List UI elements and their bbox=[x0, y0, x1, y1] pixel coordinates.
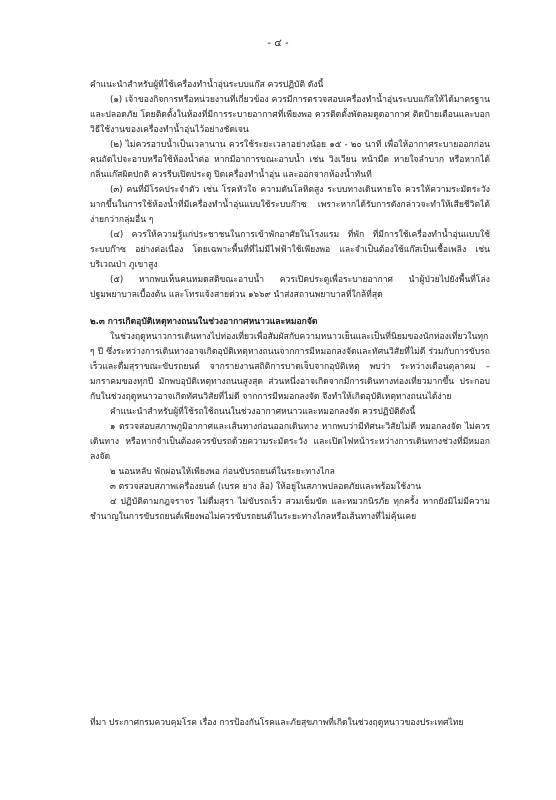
section1-item-5: (๕) หากพบเห็นคนหมดสติขณะอาบน้ำ ควรเปิดประตูเพื่อระบายอากาศ นำผู้ป่วยไปยังพื้นที่โล่ง ปฐมพยาบาลเบื้องต้น และโทรแจ้งสายด่วน ๑๖๖๙ นำส่งสถานพยาบาลที่ใกล้ที่สุด bbox=[90, 275, 490, 300]
section2-heading: ๒.๓ การเกิดอุบัติเหตุทางถนนในช่วงอากาศหนาวและหมอกจัด bbox=[90, 317, 318, 327]
section2-paragraph: ในช่วงฤดูหนาวการเดินทางไปท่องเที่ยวเพื่อสัมผัสกับความหนาวเย็นและเป็นที่นิยมของนักท่องเที่ยวในทุก ๆ ปี ซึ่งระหว่างการเดินทางอาจเกิดอุบัติเหตุทางถนนจากการมีหมอกลงจัดและทัศนวิสัยที่ไม่ดี ร่วมกับการขับรถเร็วและดื่มสุราขณะขับรถยนต์ จากรายงานสถิติการบาดเจ็บจากอุบัติเหตุ พบว่า ระหว่างเดือนตุลาคม – มกราคมของทุกปี มักพบอุบัติเหตุทางถนนสูงสุด ส่วนหนึ่งอาจเกิดจากมีการเดินทางท่องเที่ยวมากขึ้น ประกอบกับในช่วงฤดูหนาวอาจเกิดทัศนวิสัยที่ไม่ดี จากการมีหมอกลงจัด จึงทำให้เกิดอุบัติเหตุทางถนนได้ง่าย bbox=[90, 332, 490, 402]
section-gas-water-heater bbox=[90, 78, 490, 525]
section2-item-1: ๑ ตรวจสอบสภาพภูมิอากาศและเส้นทางก่อนออกเดินทาง หากพบว่ามีทัศนะวิสัยไม่ดี หมอกลงจัด ไม่ควรเดินทาง หรือหากจำเป็นต้องควรขับรถด้วยความระมัดระวัง และเปิดไฟหน้าระหว่างการเดินทางช่วงที่มีหมอกลงจัด bbox=[90, 422, 490, 462]
section1-item-4: (๔) ควรให้ความรู้แก่ประชาชนในการเข้าพักอาศัยในโรงแรม ที่พัก ที่มีการใช้เครื่องทำน้ำอุ่นแบบใช้ระบบก๊าซ อย่างต่อเนื่อง โดยเฉพาะพื้นที่ที่ไม่มีไฟฟ้าใช้เพียงพอ และจำเป็นต้องใช้แก๊สเป็นเชื้อเพลิง เช่น บริเวณป่า ภูเขาสูง bbox=[90, 230, 490, 270]
section2-intro: คำแนะนำสำหรับผู้ที่ใช้รถใช้ถนนในช่วงอากาศหนาวและหมอกลงจัด ควรปฏิบัติดังนี้ bbox=[110, 407, 416, 417]
section2-item-2: ๒ นอนหลับ พักผ่อนให้เพียงพอ ก่อนขับรถยนต์ในระยะทางไกล bbox=[110, 467, 335, 477]
section1-item-3: (๓) คนที่มีโรคประจำตัว เช่น โรคหัวใจ ความดันโลหิตสูง ระบบทางเดินหายใจ ควรให้ความระมัดระวังมากขึ้นในการใช้ห้องน้ำที่มีเครื่องทำน้ำอุ่นแบบใช้ระบบก๊าซ เพราะหากได้รับการดังกล่าวจะทำให้เสียชีวิตได้ง่ายกว่ากลุ่มอื่น ๆ bbox=[90, 185, 490, 225]
section2-item-3: ๓ ตรวจสอบสภาพเครื่องยนต์ (เบรค ยาง ล้อ) ให้อยู่ในสภาพปลอดภัยและพร้อมใช้งาน bbox=[110, 482, 422, 492]
page-number: - ๔ - bbox=[267, 38, 289, 49]
section1-intro: คำแนะนำสำหรับผู้ที่ใช้เครื่องทำน้ำอุ่นระบบแก๊ส ควรปฏิบัติ ดังนี้ bbox=[90, 80, 324, 90]
source-reference: ที่มา ประกาศกรมควบคุมโรค เรื่อง การป้องกันโรคและภัยสุขภาพที่เกิดในช่วงฤดูหนาวของประเทศไทย bbox=[90, 718, 464, 728]
section2-item-4: ๔ ปฏิบัติตามกฎจราจร ไม่ดื่มสุรา ไม่ขับรถเร็ว สวมเข็มขัด และหมวกนิรภัย ทุกครั้ง หากยังมิไม่มีความชำนาญในการขับรถยนต์เพียงพอไม่ควรขับรถยนต์ในระยะทางไกลหรือเส้นทางที่ไม่คุ้นเคย bbox=[90, 497, 490, 522]
section1-item-2: (๒) ไม่ควรอาบน้ำเป็นเวลานาน ควรใช้ระยะเวลาอย่างน้อย ๑๕ - ๒๐ นาที เพื่อให้อากาศระบายออกก่อนคนถัดไปจะอาบหรือใช้ห้องน้ำต่อ หากมีอาการขณะอาบน้ำ เช่น วิงเวียน หน้ามืด หายใจลำบาก หรือหากได้กลิ่นแก๊สผิดปกติ ควรรีบเปิดประตู ปิดเครื่องทำน้ำอุ่น และออกจากห้องน้ำทันที bbox=[90, 140, 490, 180]
section1-item-1: (๑) เจ้าของกิจการหรือหน่วยงานที่เกี่ยวข้อง ควรมีการตรวจสอบเครื่องทำน้ำอุ่นระบบแก๊สให้ได้มาตรฐานและปลอดภัย โดยติดตั้งในห้องที่มีการระบายอากาศที่เพียงพอ ควรติดตั้งพัดลมดูดอากาศ ติดป้ายเตือนและบอกวิธีใช้งานของเครื่องทำน้ำอุ่นไว้อย่างชัดเจน bbox=[90, 95, 490, 135]
